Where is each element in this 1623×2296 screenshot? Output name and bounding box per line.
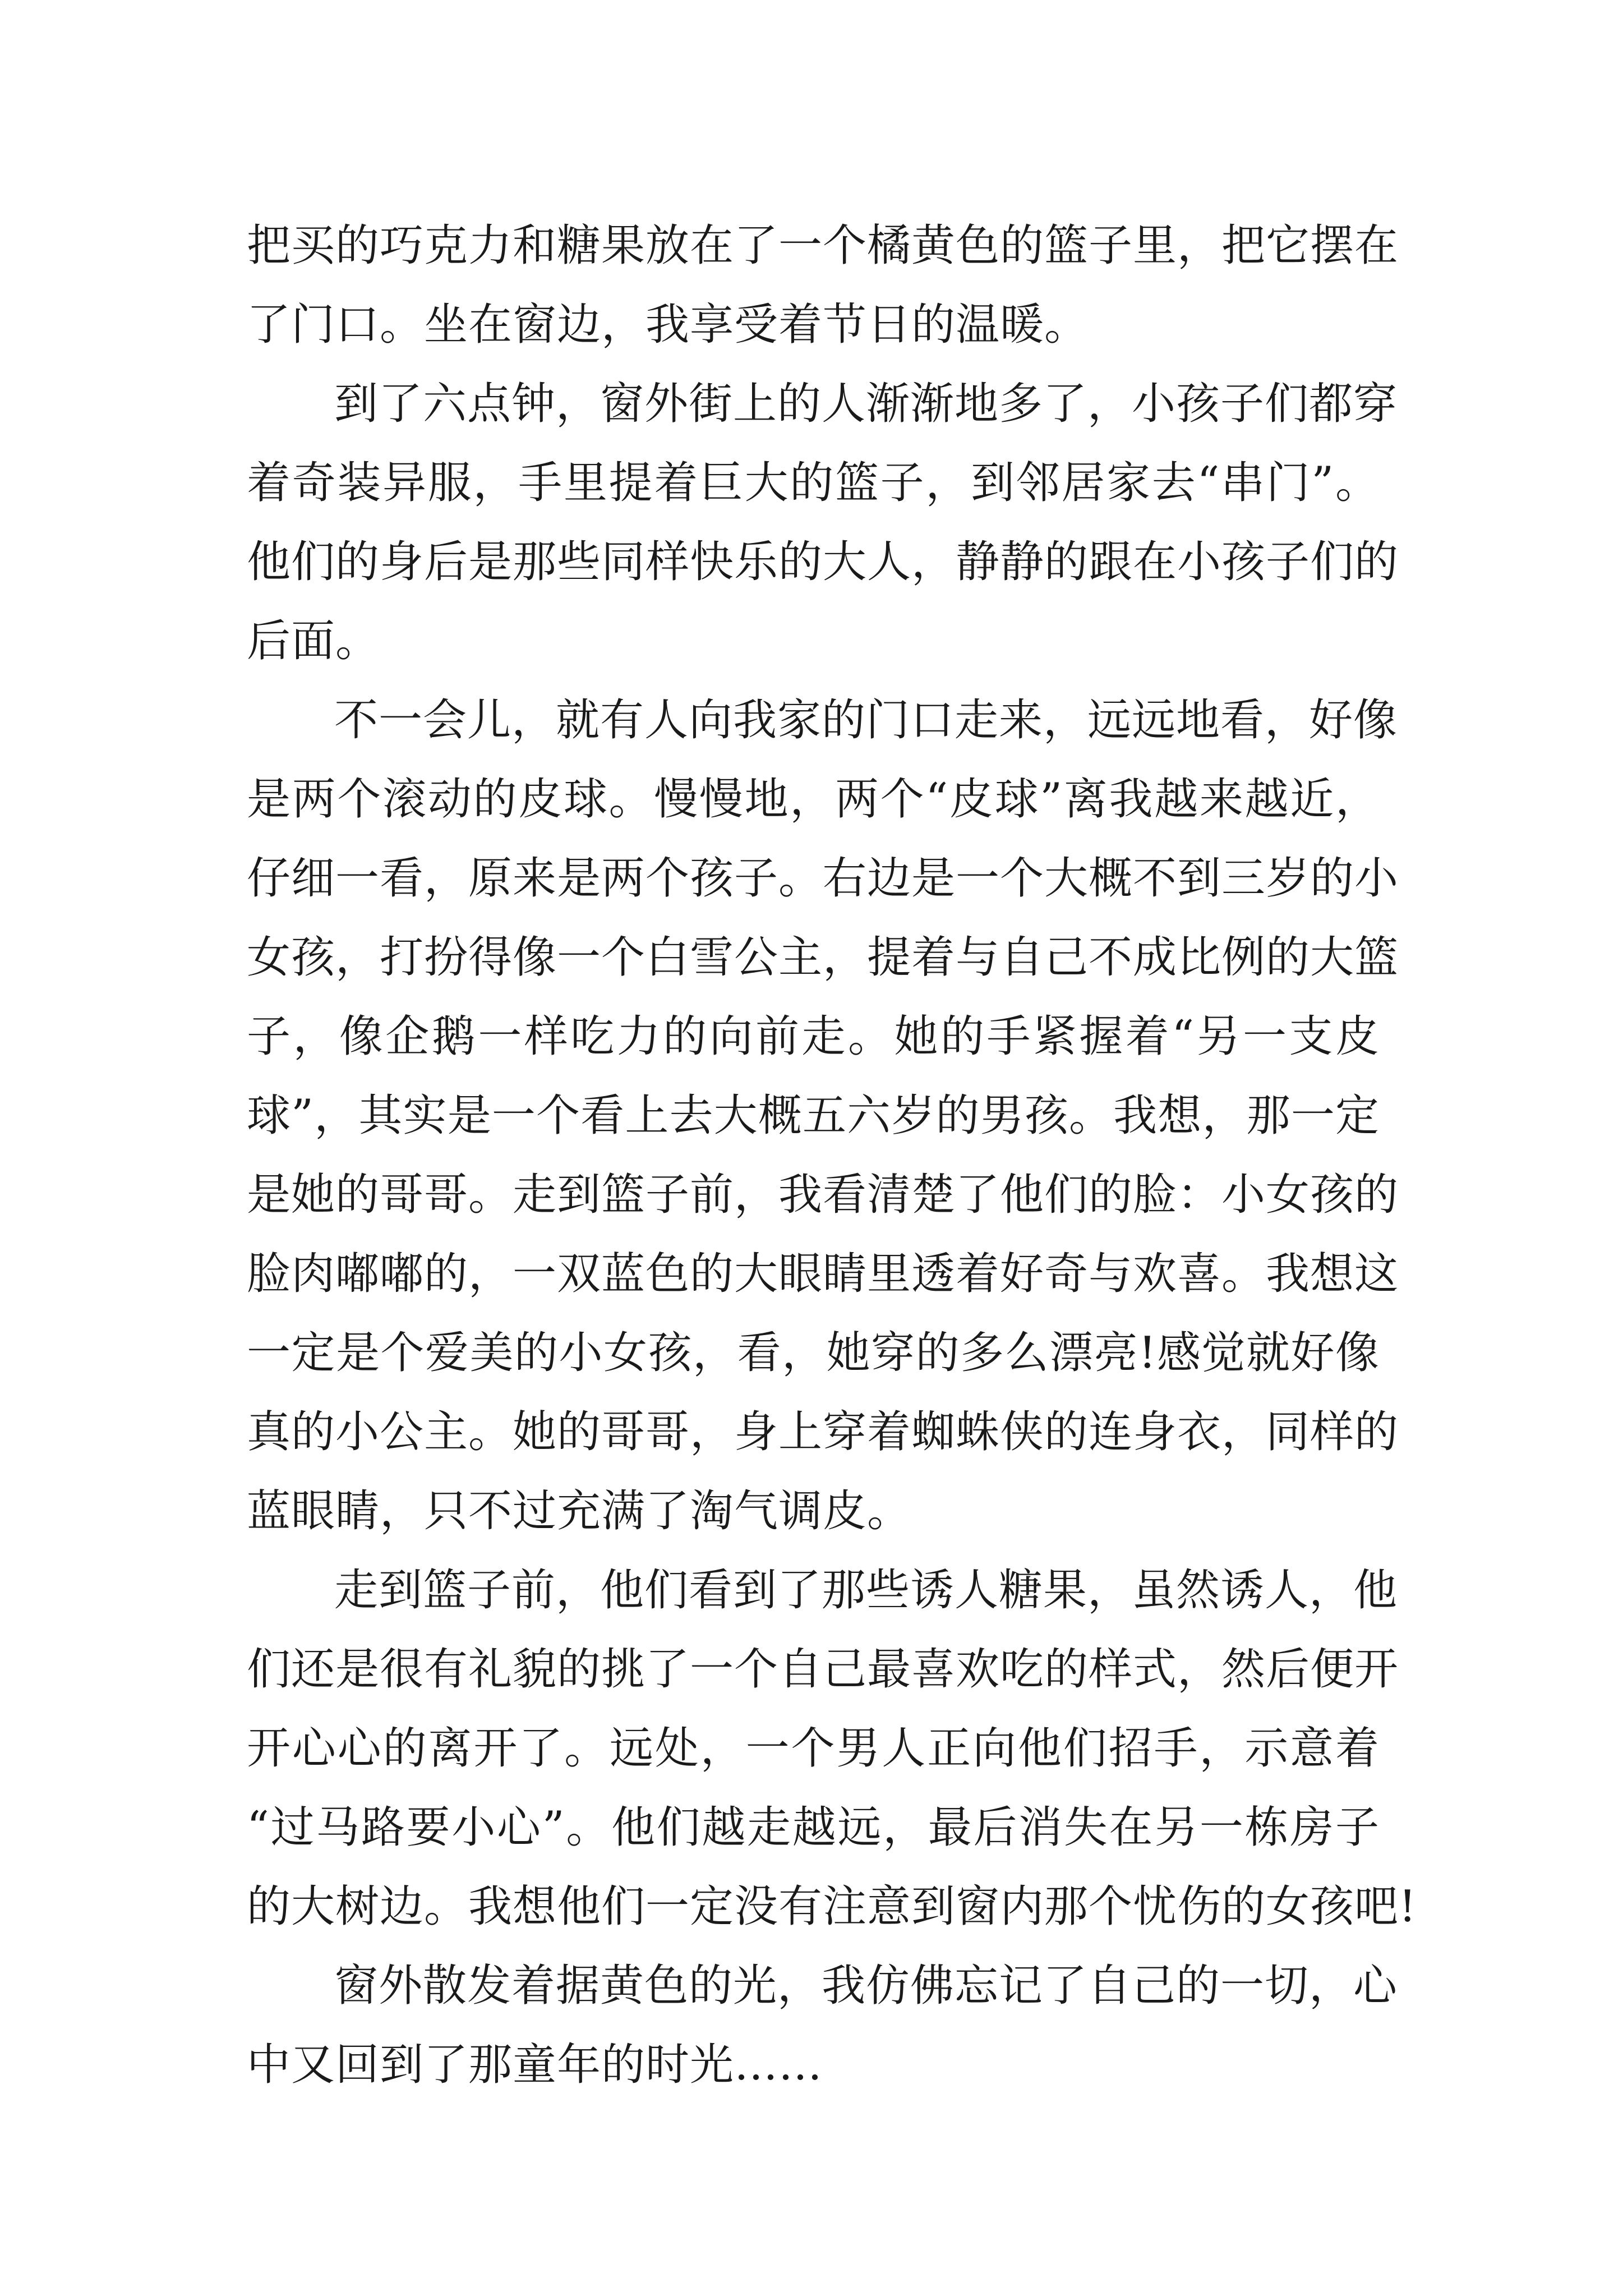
text-line: 走到篮子前，他们看到了那些诱人糖果，虽然诱人，他 (334, 1565, 1398, 1616)
text-line: 窗外散发着据黄色的光，我仿佛忘记了自己的一切，心 (334, 1961, 1398, 2011)
text-line: 把买的巧克力和糖果放在了一个橘黄色的篮子里，把它摆在 (247, 220, 1399, 271)
text-line: 脸肉嘟嘟的，一双蓝色的大眼睛里透着好奇与欢喜。我想这 (247, 1249, 1399, 1299)
text-line: 着奇装异服，手里提着巨大的篮子，到邻居家去“串门”。 (247, 458, 1380, 508)
text-line: 女孩，打扮得像一个白雪公主，提着与自己不成比例的大篮 (247, 932, 1399, 983)
text-line: 开心心的离开了。远处，一个男人正向他们招手，示意着 (247, 1723, 1380, 1774)
text-line: “过马路要小心”。他们越走越远，最后消失在另一栋房子 (247, 1802, 1380, 1853)
text-line: 是两个滚动的皮球。慢慢地，两个“皮球”离我越来越近， (247, 774, 1380, 825)
text-line: 球”，其实是一个看上去大概五六岁的男孩。我想，那一定 (247, 1091, 1380, 1141)
text-line: 了门口。坐在窗边，我享受着节日的温暖。 (247, 300, 1089, 350)
text-line: 一定是个爱美的小女孩，看，她穿的多么漂亮!感觉就好像 (247, 1328, 1380, 1378)
paragraph-2 (247, 365, 1399, 681)
text-line: 是她的哥哥。走到篮子前，我看清楚了他们的脸：小女孩的 (247, 1170, 1399, 1220)
text-line: 们还是很有礼貌的挑了一个自己最喜欢吃的样式，然后便开 (247, 1644, 1399, 1695)
text-line: 子，像企鹅一样吃力的向前走。她的手紧握着“另一支皮 (247, 1011, 1380, 1062)
text-line: 后面。 (247, 616, 380, 666)
text-line: 到了六点钟，窗外街上的人渐渐地多了，小孩子们都穿 (334, 379, 1398, 429)
text-line: 真的小公主。她的哥哥，身上穿着蜘蛛侠的连身衣，同样的 (247, 1407, 1399, 1457)
text-line: 不一会儿，就有人向我家的门口走来，远远地看，好像 (334, 695, 1398, 746)
body-text (247, 206, 1417, 2105)
paragraph-1 (247, 206, 1399, 365)
text-line: 他们的身后是那些同样快乐的大人，静静的跟在小孩子们的 (247, 537, 1399, 587)
text-line: 的大树边。我想他们一定没有注意到窗内那个忧伤的女孩吧! (247, 1881, 1417, 1932)
text-line: 中又回到了那童年的时光…… (247, 2040, 823, 2090)
text-line: 蓝眼睛，只不过充满了淘气调皮。 (247, 1486, 912, 1536)
paragraph-3 (247, 681, 1399, 1551)
paragraph-5 (247, 1947, 1398, 2105)
text-line: 仔细一看，原来是两个孩子。右边是一个大概不到三岁的小 (247, 853, 1399, 904)
paragraph-4 (247, 1551, 1417, 1947)
